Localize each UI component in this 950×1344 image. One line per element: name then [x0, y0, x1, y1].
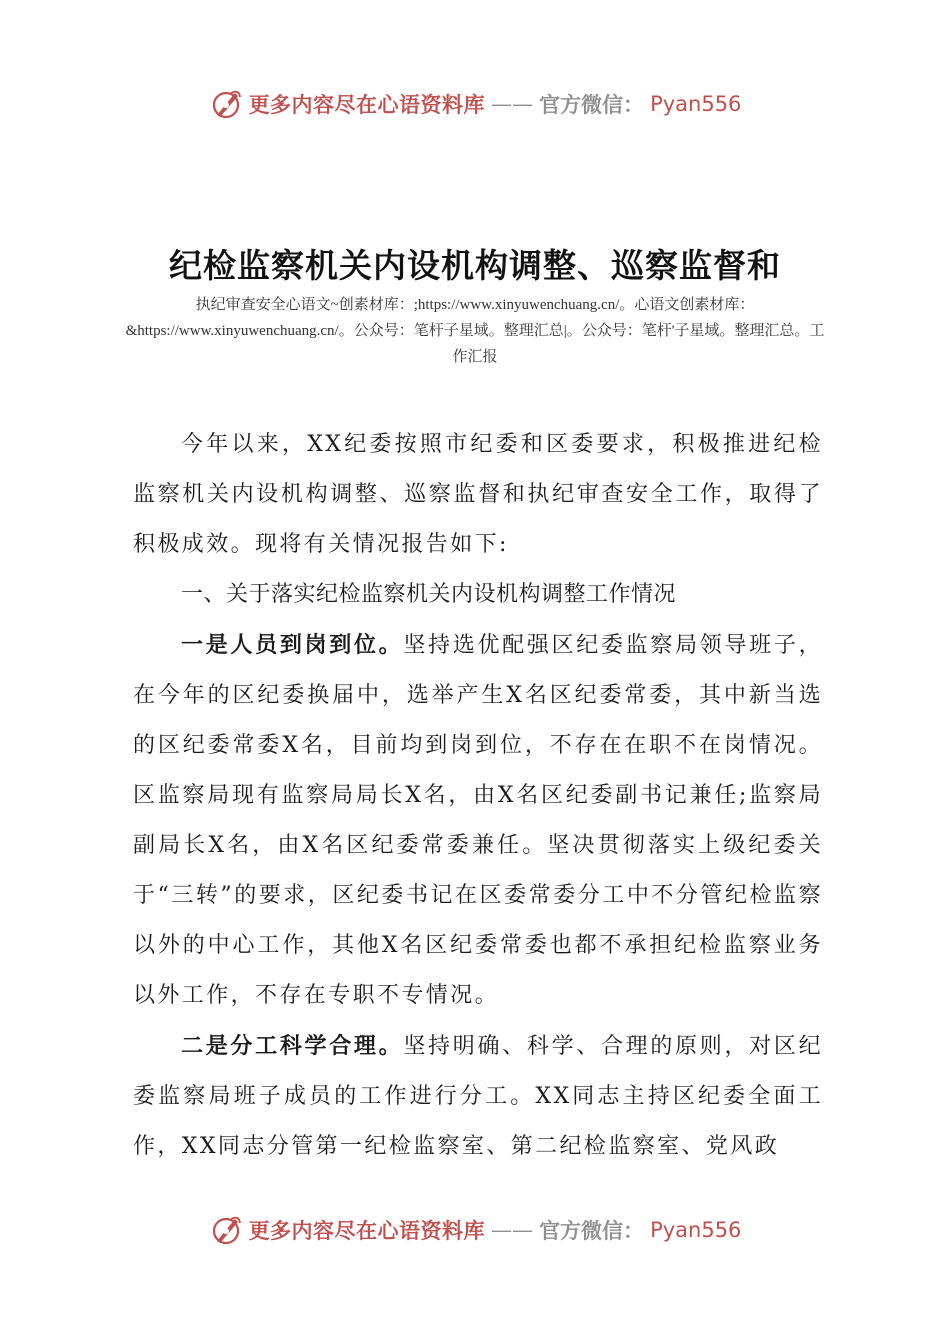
footer-watermark-banner [0, 1208, 950, 1252]
paragraph-text: 坚持明确、科学、合理的原则，对区纪委监察局班子成员的工作进行分工。XX同志主持区纪委全面工作，XX同志分管第一纪检监察室、第二纪检监察室、党风政 [133, 1034, 823, 1159]
banner-main-text: 更多内容尽在心语资料库 [248, 92, 486, 117]
document-subtitle: 执纪审查安全心语文~创素材库：;https://www.xinyuwenchuang.cn/。心语文创素材库：&https://www.xinyuwenchuang.cn/。公众号：笔杆子星域。整理汇总|。公众号：笔杆'子星域。整理汇总。工作汇报 [125, 297, 825, 365]
section-heading: 一、关于落实纪检监察机关内设机构调整工作情况 [181, 582, 677, 607]
banner-wechat-id: Pyan556 [650, 92, 742, 116]
banner-main-text: 更多内容尽在心语资料库 [248, 1218, 486, 1243]
document-title: 纪检监察机关内设机构调整、巡察监督和 [169, 246, 781, 285]
paragraph-staffing [133, 620, 823, 1021]
quill-seal-icon [209, 1213, 243, 1247]
quill-seal-icon [209, 87, 243, 121]
paragraph-division [133, 1021, 823, 1172]
banner-sub-text: 官方微信： [539, 92, 645, 117]
document-body [133, 420, 823, 1172]
banner-sub-text: 官方微信： [539, 1218, 645, 1243]
paragraph-lead: 一是人员到岗到位。 [181, 632, 404, 658]
banner-wechat-id: Pyan556 [650, 1218, 742, 1242]
intro-paragraph: 今年以来，XX纪委按照市纪委和区委要求，积极推进纪检监察机关内设机构调整、巡察监督和执纪审查安全工作，取得了积极成效。现将有关情况报告如下: [133, 432, 823, 557]
paragraph-lead: 二是分工科学合理。 [181, 1033, 404, 1059]
paragraph-text: 坚持选优配强区纪委监察局领导班子，在今年的区纪委换届中，选举产生X名区纪委常委，其中新当选的区纪委常委X名，目前均到岗到位，不存在在职不在岗情况。区监察局现有监察局局长X名，由X名区纪委副书记兼任;监察局副局长X名，由X名区纪委常委兼任。坚决贯彻落实上级纪委关于“三转”的要求，区纪委书记在区委常委分工中不分管纪检监察以外的中心工作，其他X名区纪委常委也都不承担纪检监察业务以外工作，不存在专职不专情况。 [133, 633, 823, 1008]
header-watermark-banner [0, 82, 950, 126]
banner-dash: —— [491, 1218, 534, 1242]
banner-dash: —— [491, 92, 534, 116]
